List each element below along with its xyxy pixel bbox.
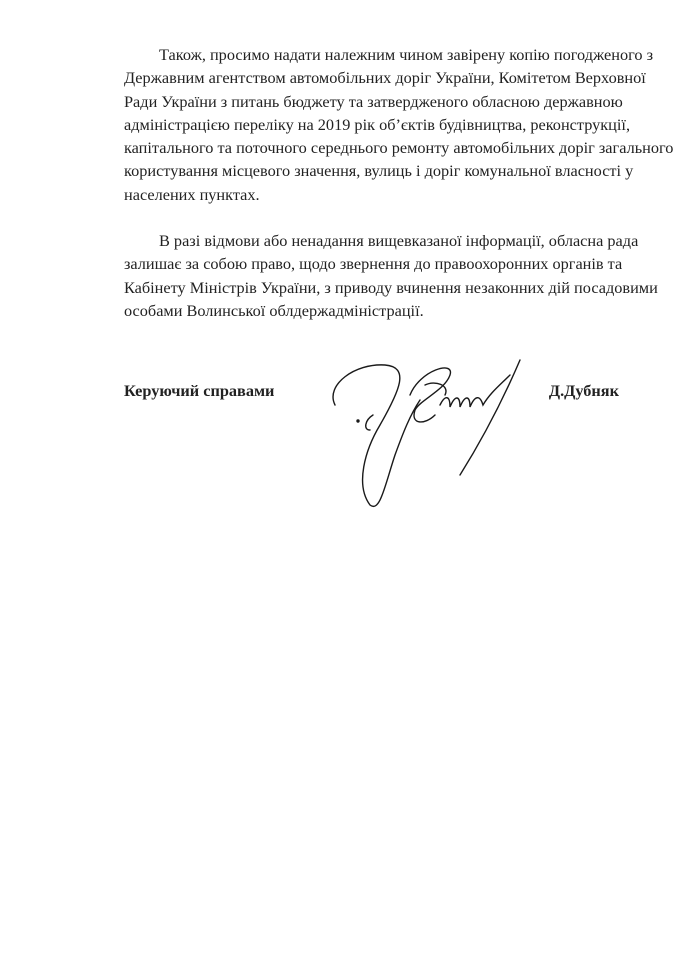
text-line: капітального та поточного середнього ремонту автомобільних доріг загального (124, 138, 674, 158)
handwritten-signature (325, 345, 560, 510)
text-line: користування місцевого значення, вулиць і доріг комунальної власності у (124, 161, 634, 181)
paragraph-warning (124, 229, 658, 322)
text-line: Кабінету Міністрів України, з приводу вчинення незаконних дій посадовими (124, 277, 658, 297)
text-line: залишає за собою право, щодо звернення до правоохоронних органів та (124, 254, 623, 274)
signatory-title: Керуючий справами (124, 381, 275, 400)
text-line: особами Волинської облдержадміністрації. (124, 300, 424, 320)
text-line: адміністрацією переліку на 2019 рік об’єктів будівництва, реконструкції, (124, 114, 631, 134)
text-line: Також, просимо надати належним чином завірену копію погодженого з (159, 45, 654, 64)
text-line: Ради України з питань бюджету та затвердженого обласною державною (124, 91, 623, 111)
signatory-name: Д.Дубняк (548, 381, 619, 400)
paragraph-request-copy (124, 43, 674, 206)
text-line: населених пунктах. (124, 184, 260, 204)
text-line: Державним агентством автомобільних доріг України, Комітетом Верховної (124, 68, 646, 88)
text-line: В разі відмови або ненадання вищевказаної інформації, обласна рада (159, 231, 639, 250)
